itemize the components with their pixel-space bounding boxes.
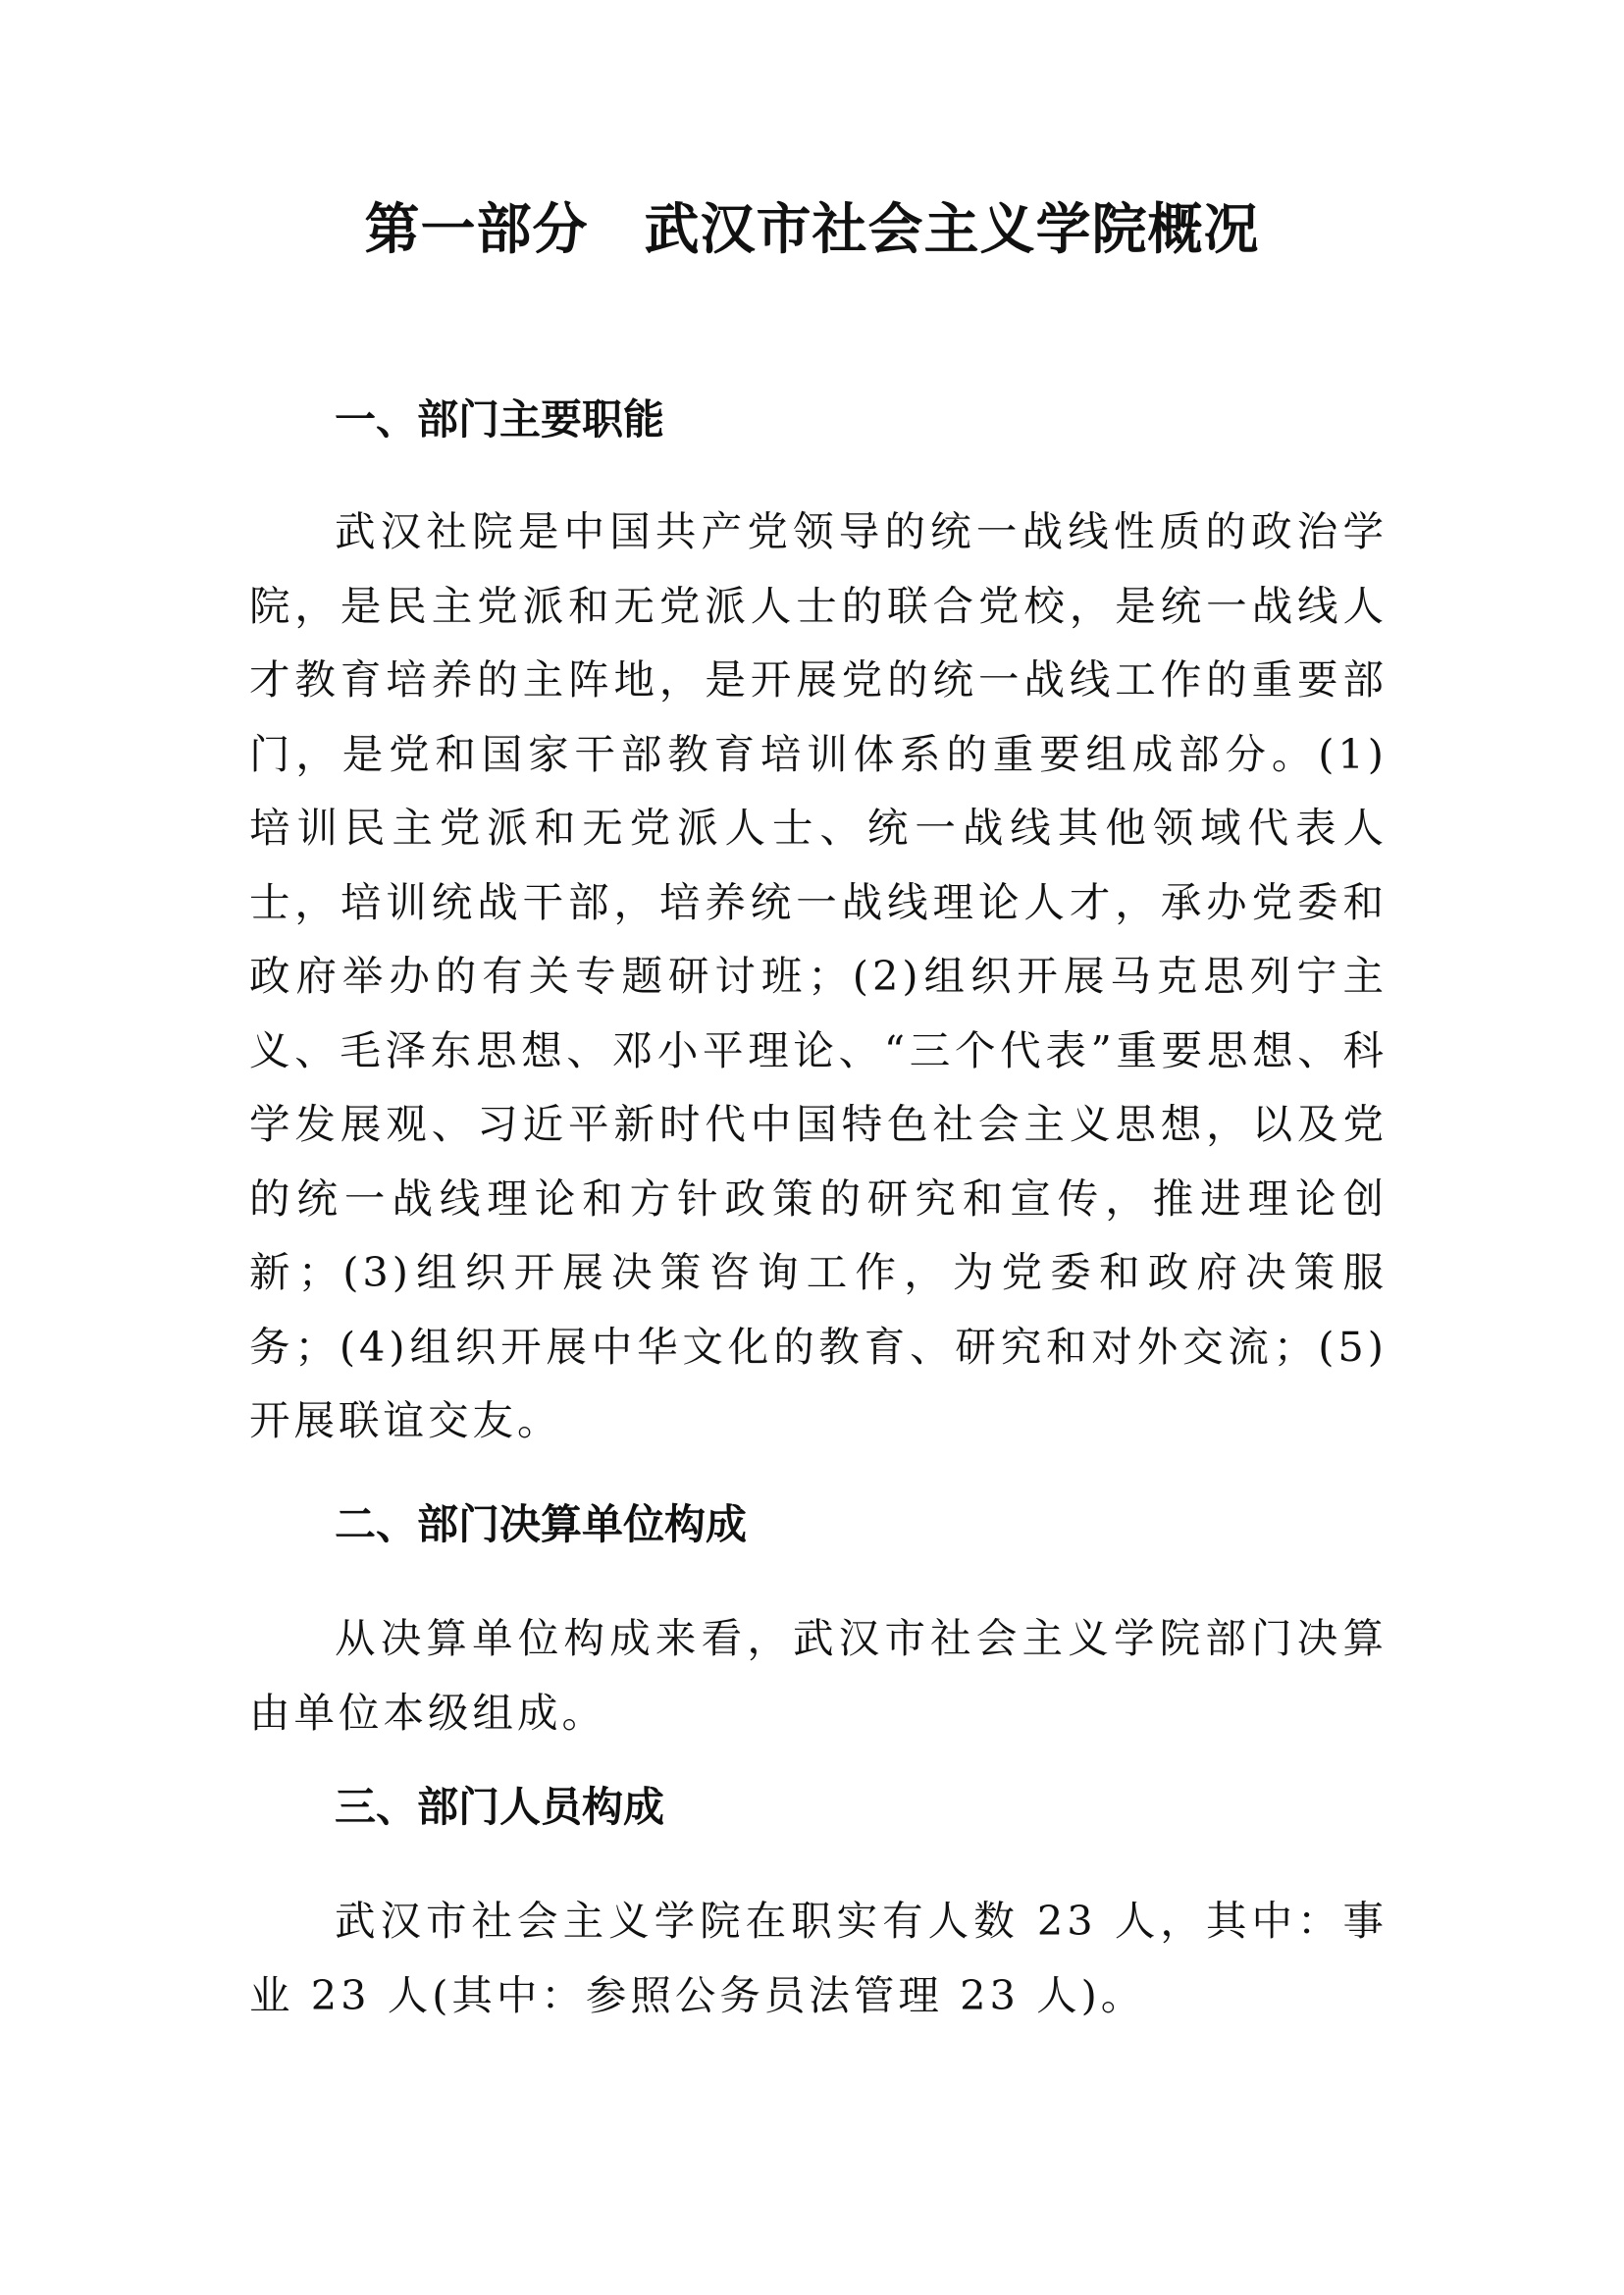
- section-paragraph-units: 从决算单位构成来看，武汉市社会主义学院部门决算由单位本级组成。: [249, 1614, 1388, 1737]
- section-heading-units: 二、部门决算单位构成: [335, 1500, 748, 1548]
- section-heading-staff: 三、部门人员构成: [335, 1783, 665, 1831]
- page-title: 第一部分 武汉市社会主义学院概况: [364, 198, 1260, 262]
- section-paragraph-functions: 武汉社院是中国共产党领导的统一战线性质的政治学院，是民主党派和无党派人士的联合党校，是统一战线人才教育培养的主阵地，是开展党的统一战线工作的重要部门，是党和国家干部教育培训体系的重要组成部分。(1)培训民主党派和无党派人士、统一战线其他领域代表人士，培训统战干部，培养统一战线理论人才，承办党委和政府举办的有关专题研讨班；(2)组织开展马克思列宁主义、毛泽东思想、邓小平理论、“三个代表”重要思想、科学发展观、习近平新时代中国特色社会主义思想，以及党的统一战线理论和方针政策的研究和宣传，推进理论创新；(3)组织开展决策咨询工作，为党委和政府决策服务；(4)组织开展中华文化的教育、研究和对外交流；(5)开展联谊交友。: [249, 507, 1388, 1444]
- section-paragraph-staff: 武汉市社会主义学院在职实有人数 23 人，其中：事业 23 人(其中：参照公务员法管理 23 人)。: [249, 1897, 1388, 2019]
- section-heading-functions: 一、部门主要职能: [335, 395, 665, 443]
